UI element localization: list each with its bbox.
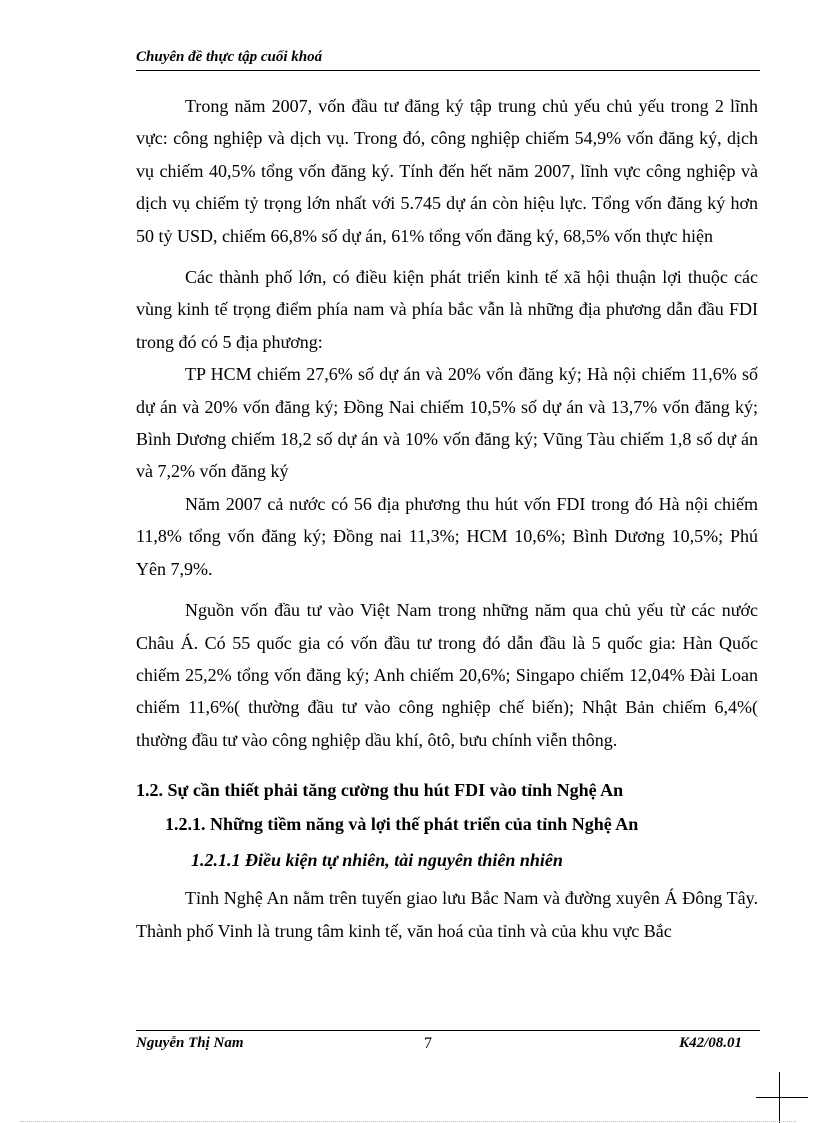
- paragraph-provinces-2007: Năm 2007 cả nước có 56 địa phương thu hút vốn FDI trong đó Hà nội chiếm 11,8% tổng vốn đăng ký; Đồng nai 11,3%; HCM 10,6%; Bình Dương 10,5%; Phú Yên 7,9%.: [136, 493, 758, 579]
- footer-divider: [136, 1030, 760, 1031]
- page-header-title: Chuyên đề thực tập cuối khoá: [136, 49, 323, 65]
- section-heading-1-2-1: 1.2.1. Những tiềm năng và lợi thế phát triển của tỉnh Nghệ An: [165, 814, 639, 835]
- crop-mark-horizontal: [756, 1097, 808, 1098]
- paragraph-city-shares: TP HCM chiếm 27,6% số dự án và 20% vốn đăng ký; Hà nội chiếm 11,6% số dự án và 20% vốn đăng ký; Đồng Nai chiếm 10,5% số dự án và 13,7% vốn đăng ký; Bình Dương chiếm 18,2 số dự án và 10% vốn đăng ký; Vũng Tàu chiếm 1,8 số dự án và 7,2% vốn đăng ký: [136, 364, 758, 482]
- footer-author: Nguyễn Thị Nam: [136, 1035, 244, 1051]
- footer-class-code: K42/08.01: [679, 1035, 742, 1051]
- page-edge-dotted-line: [20, 1121, 796, 1122]
- paragraph-investment-sectors: Trong năm 2007, vốn đầu tư đăng ký tập trung chủ yếu chủ yếu trong 2 lĩnh vực: công nghiệp và dịch vụ. Trong đó, công nghiệp chiếm 54,9% vốn đăng ký, dịch vụ chiếm 40,5% tổng vốn đăng ký. Tính đến hết năm 2007, lĩnh vực công nghiệp và dịch vụ chiếm tỷ trọng lớn nhất với 5.745 dự án còn hiệu lực. Tổng vốn đăng ký hơn 50 tỷ USD, chiếm 66,8% số dự án, 61% tổng vốn đăng ký, 68,5% vốn thực hiện: [136, 96, 758, 246]
- document-body: [136, 90, 758, 947]
- footer-page-number: 7: [424, 1035, 432, 1052]
- paragraph-source-countries: Nguồn vốn đầu tư vào Việt Nam trong những năm qua chủ yếu từ các nước Châu Á. Có 55 quốc gia có vốn đầu tư trong đó dẫn đầu là 5 quốc gia: Hàn Quốc chiếm 25,2% tổng vốn đăng ký; Anh chiếm 20,6%; Singapo chiếm 12,04% Đài Loan chiếm 11,6%( thường đầu tư vào công nghiệp chế biến); Nhật Bản chiếm 6,4%( thường đầu tư vào công nghiệp dầu khí, ôtô, bưu chính viễn thông.: [136, 600, 758, 750]
- header-divider: [136, 70, 760, 71]
- section-heading-1-2-1-1: 1.2.1.1 Điều kiện tự nhiên, tài nguyên thiên nhiên: [191, 850, 563, 871]
- paragraph-nghe-an-location: Tỉnh Nghệ An nằm trên tuyến giao lưu Bắc Nam và đường xuyên Á Đông Tây. Thành phố Vinh là trung tâm kinh tế, văn hoá của tỉnh và của khu vực Bắc: [136, 888, 758, 941]
- paragraph-leading-cities: Các thành phố lớn, có điều kiện phát triển kinh tế xã hội thuận lợi thuộc các vùng kinh tế trọng điểm phía nam và phía bắc vẫn là những địa phương dẫn đầu FDI trong đó có 5 địa phương:: [136, 267, 758, 352]
- section-heading-1-2: 1.2. Sự cần thiết phải tăng cường thu hút FDI vào tỉnh Nghệ An: [136, 780, 624, 801]
